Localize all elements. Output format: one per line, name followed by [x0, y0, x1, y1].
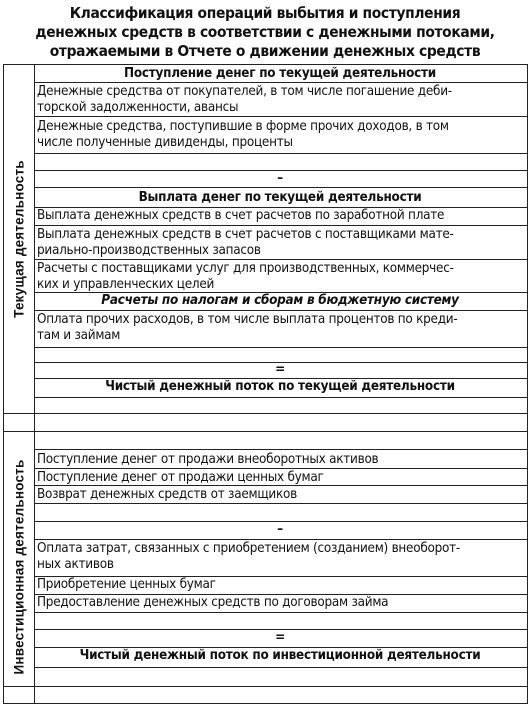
row-divider	[35, 667, 527, 668]
row-divider	[35, 397, 527, 398]
operating-outflow-item	[37, 261, 523, 293]
operating-inflow-item	[37, 84, 523, 116]
investing-outflow-item	[37, 577, 523, 593]
row-divider	[35, 449, 527, 450]
row-divider	[35, 116, 527, 117]
row-divider	[35, 347, 527, 348]
item-text-line: торской задолженности, авансы	[37, 100, 239, 115]
item-text-line: там и займам	[37, 328, 121, 343]
operating-activity-label: Текущая деятельность	[11, 160, 27, 318]
title-line-3: отражаемыми в Отчете о движении денежных средств	[49, 42, 481, 60]
item-text-line: Расчеты с поставщиками услуг для производственных, коммерчес-	[37, 261, 454, 276]
row-divider	[35, 310, 527, 311]
row-divider	[35, 259, 527, 260]
item-text-line: Выплата денежных средств в счет расчетов с поставщиками мате-	[37, 227, 454, 242]
row-divider	[35, 225, 527, 226]
operating-equals-sign: =	[275, 362, 285, 377]
operating-inflow-heading: Поступление денег по текущей деятельности	[124, 66, 436, 81]
investing-outflow-item	[37, 595, 523, 611]
row-divider	[35, 468, 527, 469]
investing-net-flow: Чистый денежный поток по инвестиционной деятельности	[79, 648, 481, 663]
row-divider	[35, 539, 527, 540]
investing-inflow-item: Поступление денег от продажи ценных бумаг	[37, 470, 324, 485]
row-divider	[35, 82, 527, 83]
investing-inflow-item: Поступление денег от продажи внеоборотных активов	[37, 452, 379, 467]
item-text-line: Денежные средства от покупателей, в том числе погашение деби-	[37, 84, 452, 99]
operating-inflow-item	[37, 119, 523, 151]
document-title	[0, 0, 530, 64]
operating-outflow-item	[37, 208, 523, 224]
row-divider	[35, 153, 527, 154]
title-line-1: Классификация операций выбытия и поступления	[69, 4, 461, 22]
operating-net-flow: Чистый денежный поток по текущей деятельности	[105, 379, 455, 394]
item-text-line: Оплата прочих расходов, в том числе выплата процентов по креди-	[37, 312, 458, 327]
title-line-2: денежных средств в соответствии с денежными потоками,	[35, 23, 495, 41]
operating-other-item	[37, 312, 523, 344]
investing-inflow-item: Возврат денежных средств от заемщиков	[37, 487, 298, 502]
item-text-line: Предоставление денежных средств по договорам займа	[37, 595, 389, 610]
item-text-line: Оплата затрат, связанных с приобретением (созданием) внеоборот-	[37, 541, 461, 556]
operating-tax-heading: Расчеты по налогам и сборам в бюджетную систему	[101, 293, 459, 308]
section-divider	[4, 413, 527, 414]
row-divider	[35, 187, 527, 188]
section-divider	[4, 686, 527, 687]
investing-equals-sign: =	[275, 630, 285, 645]
investing-activity-label: Инвестиционная деятельность	[11, 459, 27, 675]
spacer-side-column	[4, 413, 35, 431]
item-text-line: риально-производственных запасов	[37, 243, 261, 258]
investing-minus-sign: –	[277, 522, 283, 537]
operating-activity-side-column	[4, 65, 35, 413]
row-divider	[35, 612, 527, 613]
item-text-line: ких и управленческих целей	[37, 277, 215, 292]
item-text-line: ных активов	[37, 557, 114, 572]
item-text-line: числе полученные дивиденды, проценты	[37, 135, 293, 150]
item-text-line: Приобретение ценных бумаг	[37, 577, 216, 592]
row-divider	[35, 503, 527, 504]
operating-minus-sign: –	[277, 171, 283, 186]
investing-activity-side-column	[4, 431, 35, 703]
item-text-line: Денежные средства, поступившие в форме прочих доходов, в том	[37, 119, 449, 134]
operating-outflow-item	[37, 227, 523, 259]
investing-outflow-item	[37, 541, 523, 573]
section-divider	[4, 431, 527, 432]
operating-outflow-heading: Выплата денег по текущей деятельности	[138, 190, 422, 205]
cash-flow-classification-table	[3, 64, 528, 704]
item-text-line: Выплата денежных средств в счет расчетов по заработной плате	[37, 208, 445, 223]
